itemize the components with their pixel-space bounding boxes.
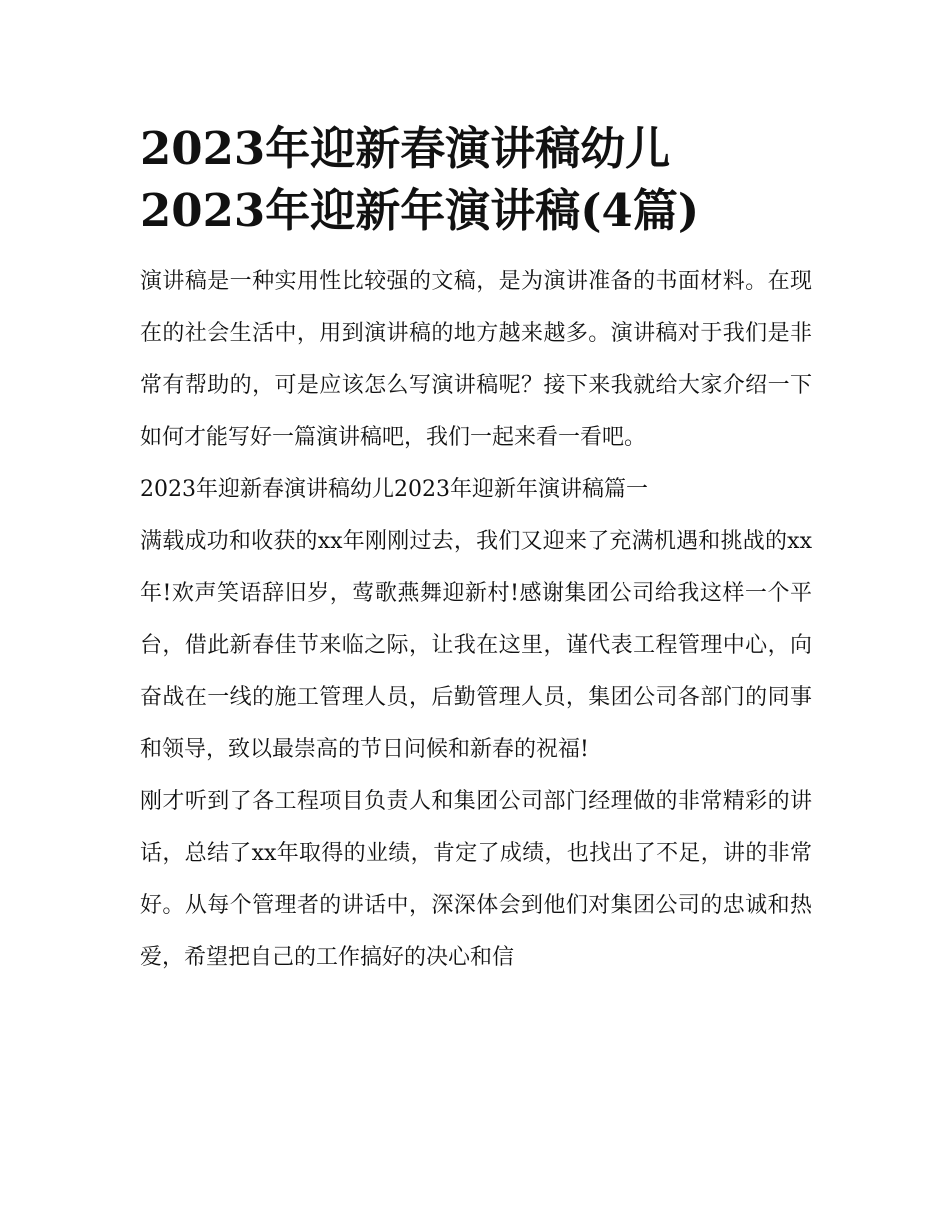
intro-paragraph: 演讲稿是一种实用性比较强的文稿，是为演讲准备的书面材料。在现在的社会生活中，用到演讲稿的地方越来越多。演讲稿对于我们是非常有帮助的，可是应该怎么写演讲稿呢？接下来我就给大家介绍一下如何才能写好一篇演讲稿吧，我们一起来看一看吧。 [140,269,812,450]
document-title [140,118,812,242]
title-line-2: 2023年迎新年演讲稿(4篇) [140,184,700,237]
body-paragraph-1: 满载成功和收获的xx年刚刚过去，我们又迎来了充满机遇和挑战的xx年!欢声笑语辞旧岁，莺歌燕舞迎新村!感谢集团公司给我这样一个平台，借此新春佳节来临之际，让我在这里，谨代表工程管理中心，向奋战在一线的施工管理人员，后勤管理人员，集团公司各部门的同事和领导，致以最崇高的节日问候和新春的祝福! [140,529,812,762]
document-page [140,118,812,984]
title-line-1: 2023年迎新春演讲稿幼儿 [140,122,671,175]
body-paragraph-2: 刚才听到了各工程项目负责人和集团公司部门经理做的非常精彩的讲话，总结了xx年取得的业绩，肯定了成绩，也找出了不足，讲的非常好。从每个管理者的讲话中，深深体会到他们对集团公司的忠诚和热爱，希望把自己的工作搞好的决心和信 [140,789,812,970]
section-heading: 2023年迎新春演讲稿幼儿2023年迎新年演讲稿篇一 [140,477,648,502]
